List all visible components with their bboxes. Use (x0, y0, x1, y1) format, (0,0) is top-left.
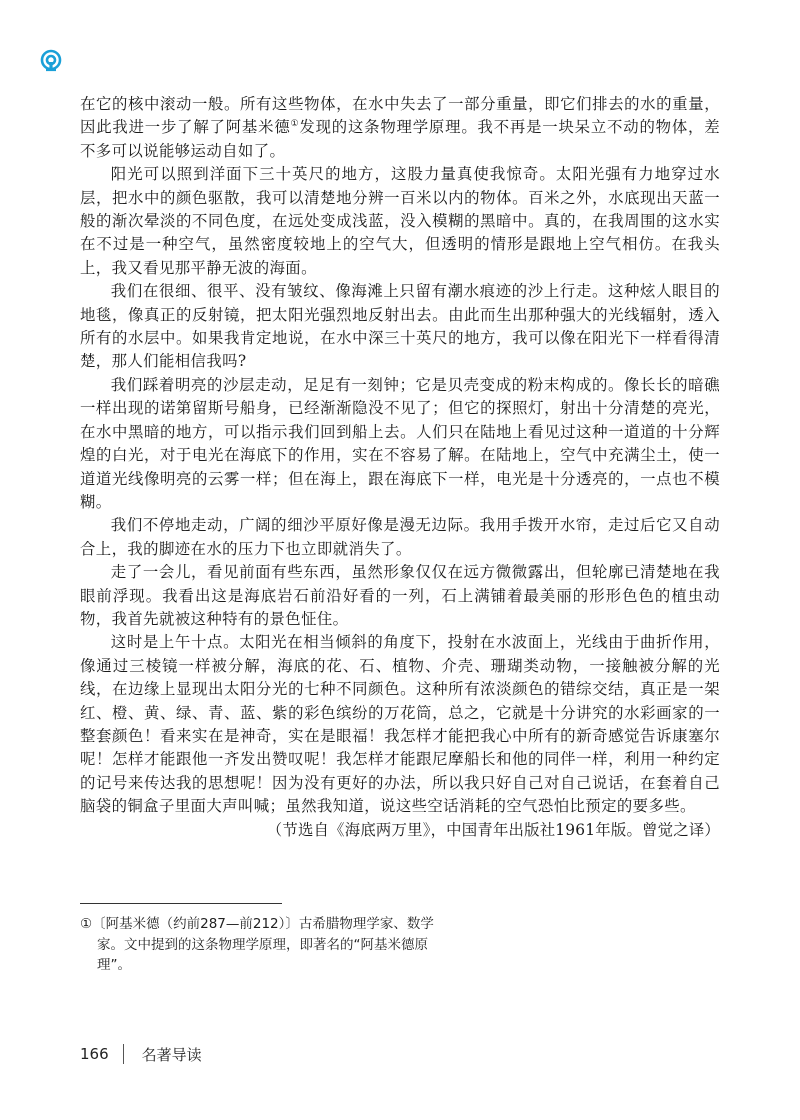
page-footer (80, 1043, 202, 1065)
footnote-divider (80, 903, 282, 904)
paragraph-1: 在它的核中滚动一般。所有这些物体，在水中失去了一部分重量，即它们排去的水的重量，因此我进一步了解了阿基米德①发现的这条物理学原理。我不再是一块呆立不动的物体，差不多可以说能够运动自如了。 (80, 95, 721, 160)
source-citation: （节选自《海底两万里》，中国青年出版社1961年版。曾觉之译） (266, 820, 720, 839)
footer-divider (123, 1044, 124, 1064)
article-body (80, 93, 720, 842)
book-section-title: 名著导读 (141, 1045, 202, 1064)
footnote-ref[interactable]: ① (290, 119, 300, 130)
paragraph-2: 阳光可以照到洋面下三十英尺的地方，这股力量真使我惊奇。太阳光强有力地穿过水层，把水中的颜色驱散，我可以清楚地分辨一百米以内的物体。百米之外，水底现出天蓝一般的渐次晕淡的不同色度，在远处变成浅蓝，没入模糊的黑暗中。真的，在我周围的这水实在不过是一种空气，虽然密度较地上的空气大，但透明的情形是跟地上空气相仿。在我头上，我又看见那平静无波的海面。 (80, 165, 720, 277)
page-number: 166 (80, 1045, 109, 1063)
footnote: ①〔阿基米德（约前287—前212）〕古希腊物理学家、数学家。文中提到的这条物理学原理，即著名的“阿基米德原理”。 (80, 916, 434, 973)
paragraph-3: 我们在很细、很平、没有皱纹、像海滩上只留有潮水痕迹的沙上行走。这种炫人眼目的地毯，像真正的反射镜，把太阳光强烈地反射出去。由此而生出那种强大的光线辐射，透入所有的水层中。如果我肯定地说，在水中深三十英尺的地方，我可以像在阳光下一样看得清楚，那人们能相信我吗? (80, 282, 720, 371)
paragraph-7: 这时是上午十点。太阳光在相当倾斜的角度下，投射在水波面上，光线由于曲折作用，像通过三棱镜一样被分解，海底的花、石、植物、介壳、珊瑚类动物，一接触被分解的光线，在边缘上显现出太阳分光的七种不同颜色。这种所有浓淡颜色的错综交结，真正是一架红、橙、黄、绿、青、蓝、紫的彩色缤纷的万花筒，总之，它就是十分讲究的水彩画家的一整套颜色！看来实在是神奇，实在是眼福！我怎样才能把我心中所有的新奇感觉告诉康塞尔呢！怎样才能跟他一齐发出赞叹呢！我怎样才能跟尼摩船长和他的同伴一样，利用一种约定的记号来传达我的思想呢！因为没有更好的办法，所以我只好自己对自己说话，在套着自己脑袋的铜盒子里面大声叫喊；虽然我知道，说这些空话消耗的空气恐怕比预定的要多些。 (80, 633, 720, 816)
publisher-logo-icon (38, 48, 64, 74)
paragraph-5: 我们不停地走动，广阔的细沙平原好像是漫无边际。我用手拨开水帘，走过后它又自动合上，我的脚迹在水的压力下也立即就消失了。 (80, 516, 720, 558)
paragraph-4: 我们踩着明亮的沙层走动，足足有一刻钟；它是贝壳变成的粉末构成的。像长长的暗礁一样出现的诺第留斯号船身，已经渐渐隐没不见了；但它的探照灯，射出十分清楚的亮光，在水中黑暗的地方，可以指示我们回到船上去。人们只在陆地上看见过这种一道道的十分辉煌的白光，对于电光在海底下的作用，实在不容易了解。在陆地上，空气中充满尘土，使一道道光线像明亮的云雾一样；但在海上，跟在海底下一样，电光是十分透亮的，一点也不模糊。 (80, 375, 720, 511)
paragraph-6: 走了一会儿，看见前面有些东西，虽然形象仅仅在远方微微露出，但轮廓已清楚地在我眼前浮现。我看出这是海底岩石前沿好看的一列，石上满铺着最美丽的形形色色的植虫动物，我首先就被这种特有的景色怔住。 (80, 563, 720, 628)
